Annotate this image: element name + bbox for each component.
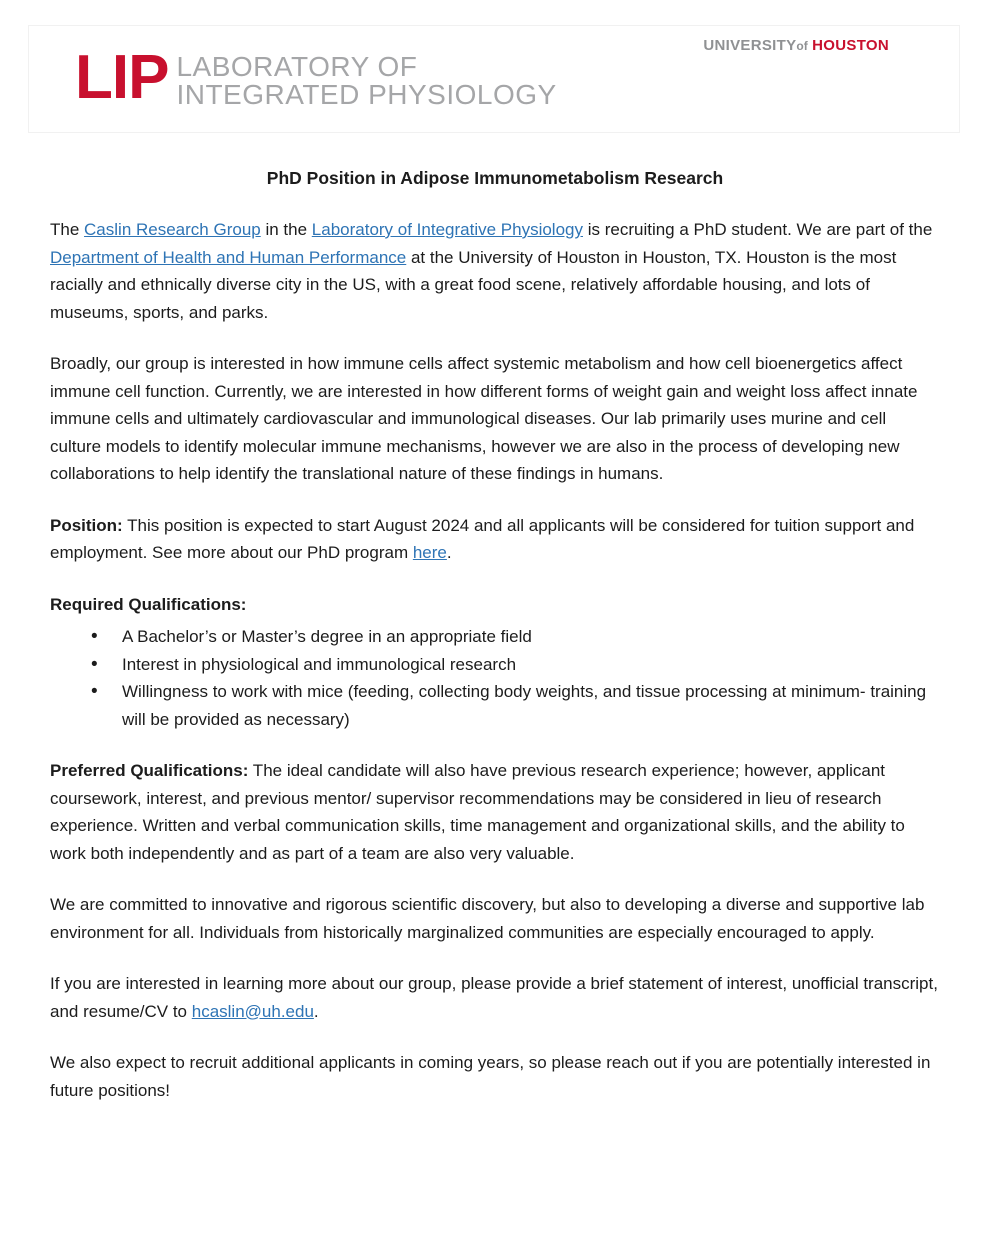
uh-wordmark-of: of bbox=[796, 39, 808, 53]
list-item: • A Bachelor’s or Master’s degree in an appropriate field bbox=[91, 623, 940, 651]
department-of-health-and-human-performance-link[interactable]: Department of Health and Human Performance bbox=[50, 247, 407, 267]
document-body bbox=[50, 133, 940, 1128]
how-to-apply-paragraph bbox=[50, 970, 940, 1025]
lip-logo-name-line2: INTEGRATED PHYSIOLOGY bbox=[176, 79, 557, 110]
required-qualifications-list bbox=[91, 623, 940, 733]
uh-wordmark-houston: HOUSTON bbox=[812, 37, 889, 54]
university-of-houston-logo bbox=[703, 37, 889, 55]
preferred-qualifications-paragraph bbox=[50, 757, 940, 867]
uh-wordmark-university: UNIVERSITY bbox=[703, 37, 797, 54]
diversity-commitment-paragraph: We are committed to innovative and rigorous scientific discovery, but also to developing a diverse and supportive lab environment for all. Individuals from historically marginalized communities are especially encouraged to apply. bbox=[50, 895, 925, 942]
intro-text-1: The bbox=[50, 220, 85, 239]
email-link[interactable]: hcaslin@uh.edu bbox=[191, 1001, 314, 1021]
header-banner bbox=[28, 25, 960, 133]
caslin-research-group-link[interactable]: Caslin Research Group bbox=[84, 220, 261, 239]
preferred-qualifications-text: The ideal candidate will also have previous research experience; however, applicant coursework, interest, and previous mentor/ supervisor recommendations may be considered in lieu of research experience. Written and verbal communication skills, time management and organizational skills, and the ability to work both independently and as part of a team are also very valuable. bbox=[50, 761, 905, 863]
apply-text: If you are interested in learning more about our group, please provide a brief statement of interest, unofficial transcript, and resume/CV to bbox=[50, 974, 938, 1021]
preferred-qualifications-label: Preferred Qualifications: bbox=[50, 761, 249, 780]
list-item: • Interest in physiological and immunological research bbox=[91, 651, 940, 679]
position-text-end: . bbox=[446, 543, 452, 562]
position-label: Position: bbox=[50, 515, 123, 535]
intro-text-3: is recruiting a PhD student. We are part of the bbox=[583, 220, 933, 239]
apply-text-end: . bbox=[313, 1001, 319, 1021]
intro-paragraph bbox=[50, 216, 940, 326]
lip-logo-name bbox=[176, 53, 556, 109]
future-positions-paragraph: We also expect to recruit additional applicants in coming years, so please reach out if you are potentially interested in future positions! bbox=[50, 1053, 931, 1100]
required-qualifications-heading: Required Qualifications: bbox=[50, 594, 247, 614]
lip-logo-name-line1: LABORATORY OF bbox=[176, 51, 418, 82]
laboratory-of-integrative-physiology-link[interactable]: Laboratory of Integrative Physiology bbox=[311, 220, 583, 239]
intro-text-2: in the bbox=[260, 220, 312, 239]
position-text: This position is expected to start August 2024 and all applicants will be considered for tuition support and employment. See more about our PhD program bbox=[50, 515, 915, 562]
lip-logo bbox=[75, 43, 557, 112]
list-item: • Willingness to work with mice (feeding, collecting body weights, and tissue processing at minimum- training will be provided as necessary) bbox=[91, 678, 940, 733]
intro-text-4: at the University of Houston in Houston, TX. Houston is the most racially and ethnically diverse city in the US, with a great food scene, relatively affordable housing, and lots of museums, sports, and parks. bbox=[50, 247, 897, 322]
lip-logo-acronym: LIP bbox=[75, 43, 169, 112]
research-overview-paragraph: Broadly, our group is interested in how immune cells affect systemic metabolism and how cell bioenergetics affect immune cell function. Currently, we are interested in how different forms of weight gain and weight loss affect innate immune cells and ultimately cardiovascular and immunological diseases. Our lab primarily uses murine and cell culture models to identify molecular immune mechanisms, however we are also in the process of developing new collaborations to help identify the translational nature of these findings in humans. bbox=[50, 354, 918, 483]
position-paragraph bbox=[50, 512, 940, 567]
phd-program-here-link[interactable]: here bbox=[412, 543, 447, 562]
page-title: PhD Position in Adipose Immunometabolism Research bbox=[266, 168, 724, 188]
